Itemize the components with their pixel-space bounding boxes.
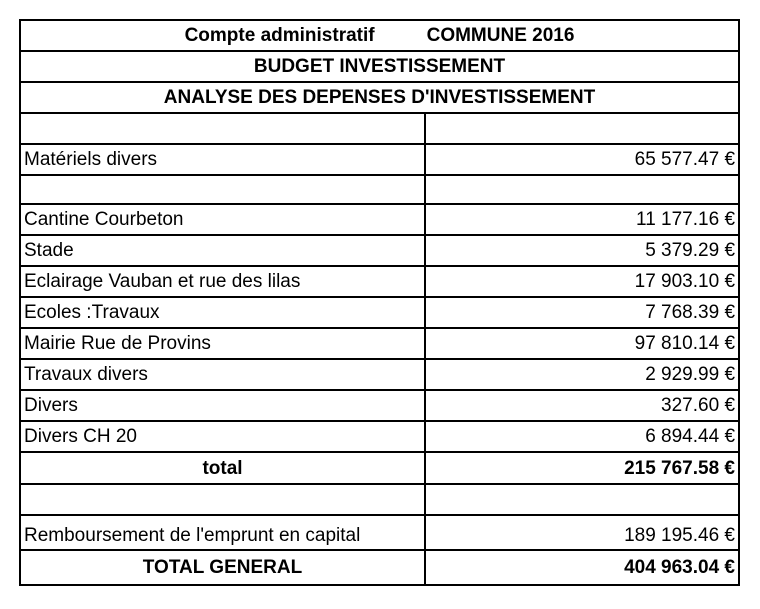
row-label: Mairie Rue de Provins — [20, 328, 425, 359]
empty-cell — [425, 484, 739, 515]
repayment-label: Remboursement de l'emprunt en capital — [20, 515, 425, 550]
table-row — [20, 421, 739, 452]
row-amount: 5 379.29 € — [425, 235, 739, 266]
row-label: Cantine Courbeton — [20, 204, 425, 235]
table-row — [20, 235, 739, 266]
header-budget-title: BUDGET INVESTISSEMENT — [20, 51, 739, 82]
row-amount: 11 177.16 € — [425, 204, 739, 235]
empty-row — [20, 175, 739, 204]
row-amount: 2 929.99 € — [425, 359, 739, 390]
empty-cell — [20, 175, 425, 204]
budget-table — [19, 19, 740, 586]
empty-cell — [20, 113, 425, 144]
empty-cell — [20, 484, 425, 515]
empty-row — [20, 113, 739, 144]
row-label: Travaux divers — [20, 359, 425, 390]
table-row — [20, 328, 739, 359]
subtotal-amount: 215 767.58 € — [425, 452, 739, 484]
table-row — [20, 144, 739, 175]
row-amount: 327.60 € — [425, 390, 739, 421]
row-label: Matériels divers — [20, 144, 425, 175]
subtotal-row — [20, 452, 739, 484]
row-label: Stade — [20, 235, 425, 266]
table-row — [20, 204, 739, 235]
row-amount: 65 577.47 € — [425, 144, 739, 175]
row-label: Eclairage Vauban et rue des lilas — [20, 266, 425, 297]
row-amount: 6 894.44 € — [425, 421, 739, 452]
empty-row — [20, 484, 739, 515]
row-amount: 17 903.10 € — [425, 266, 739, 297]
repayment-amount: 189 195.46 € — [425, 515, 739, 550]
table-row — [20, 390, 739, 421]
empty-cell — [425, 113, 739, 144]
row-label: Divers — [20, 390, 425, 421]
header-row-3 — [20, 82, 739, 113]
grand-total-row — [20, 550, 739, 585]
header-document-type: Compte administratif — [184, 25, 375, 46]
header-analysis-title: ANALYSE DES DEPENSES D'INVESTISSEMENT — [20, 82, 739, 113]
table-row — [20, 359, 739, 390]
table-row — [20, 297, 739, 328]
row-amount: 7 768.39 € — [425, 297, 739, 328]
row-label: Divers CH 20 — [20, 421, 425, 452]
budget-sheet — [19, 19, 738, 586]
grand-total-label: TOTAL GENERAL — [20, 550, 425, 585]
repayment-row — [20, 515, 739, 550]
subtotal-label: total — [20, 452, 425, 484]
header-row-1 — [20, 20, 739, 51]
row-amount: 97 810.14 € — [425, 328, 739, 359]
empty-cell — [425, 175, 739, 204]
header-title-cell — [20, 20, 739, 51]
header-commune-year: COMMUNE 2016 — [426, 25, 575, 46]
grand-total-amount: 404 963.04 € — [425, 550, 739, 585]
header-row-2 — [20, 51, 739, 82]
row-label: Ecoles :Travaux — [20, 297, 425, 328]
table-row — [20, 266, 739, 297]
